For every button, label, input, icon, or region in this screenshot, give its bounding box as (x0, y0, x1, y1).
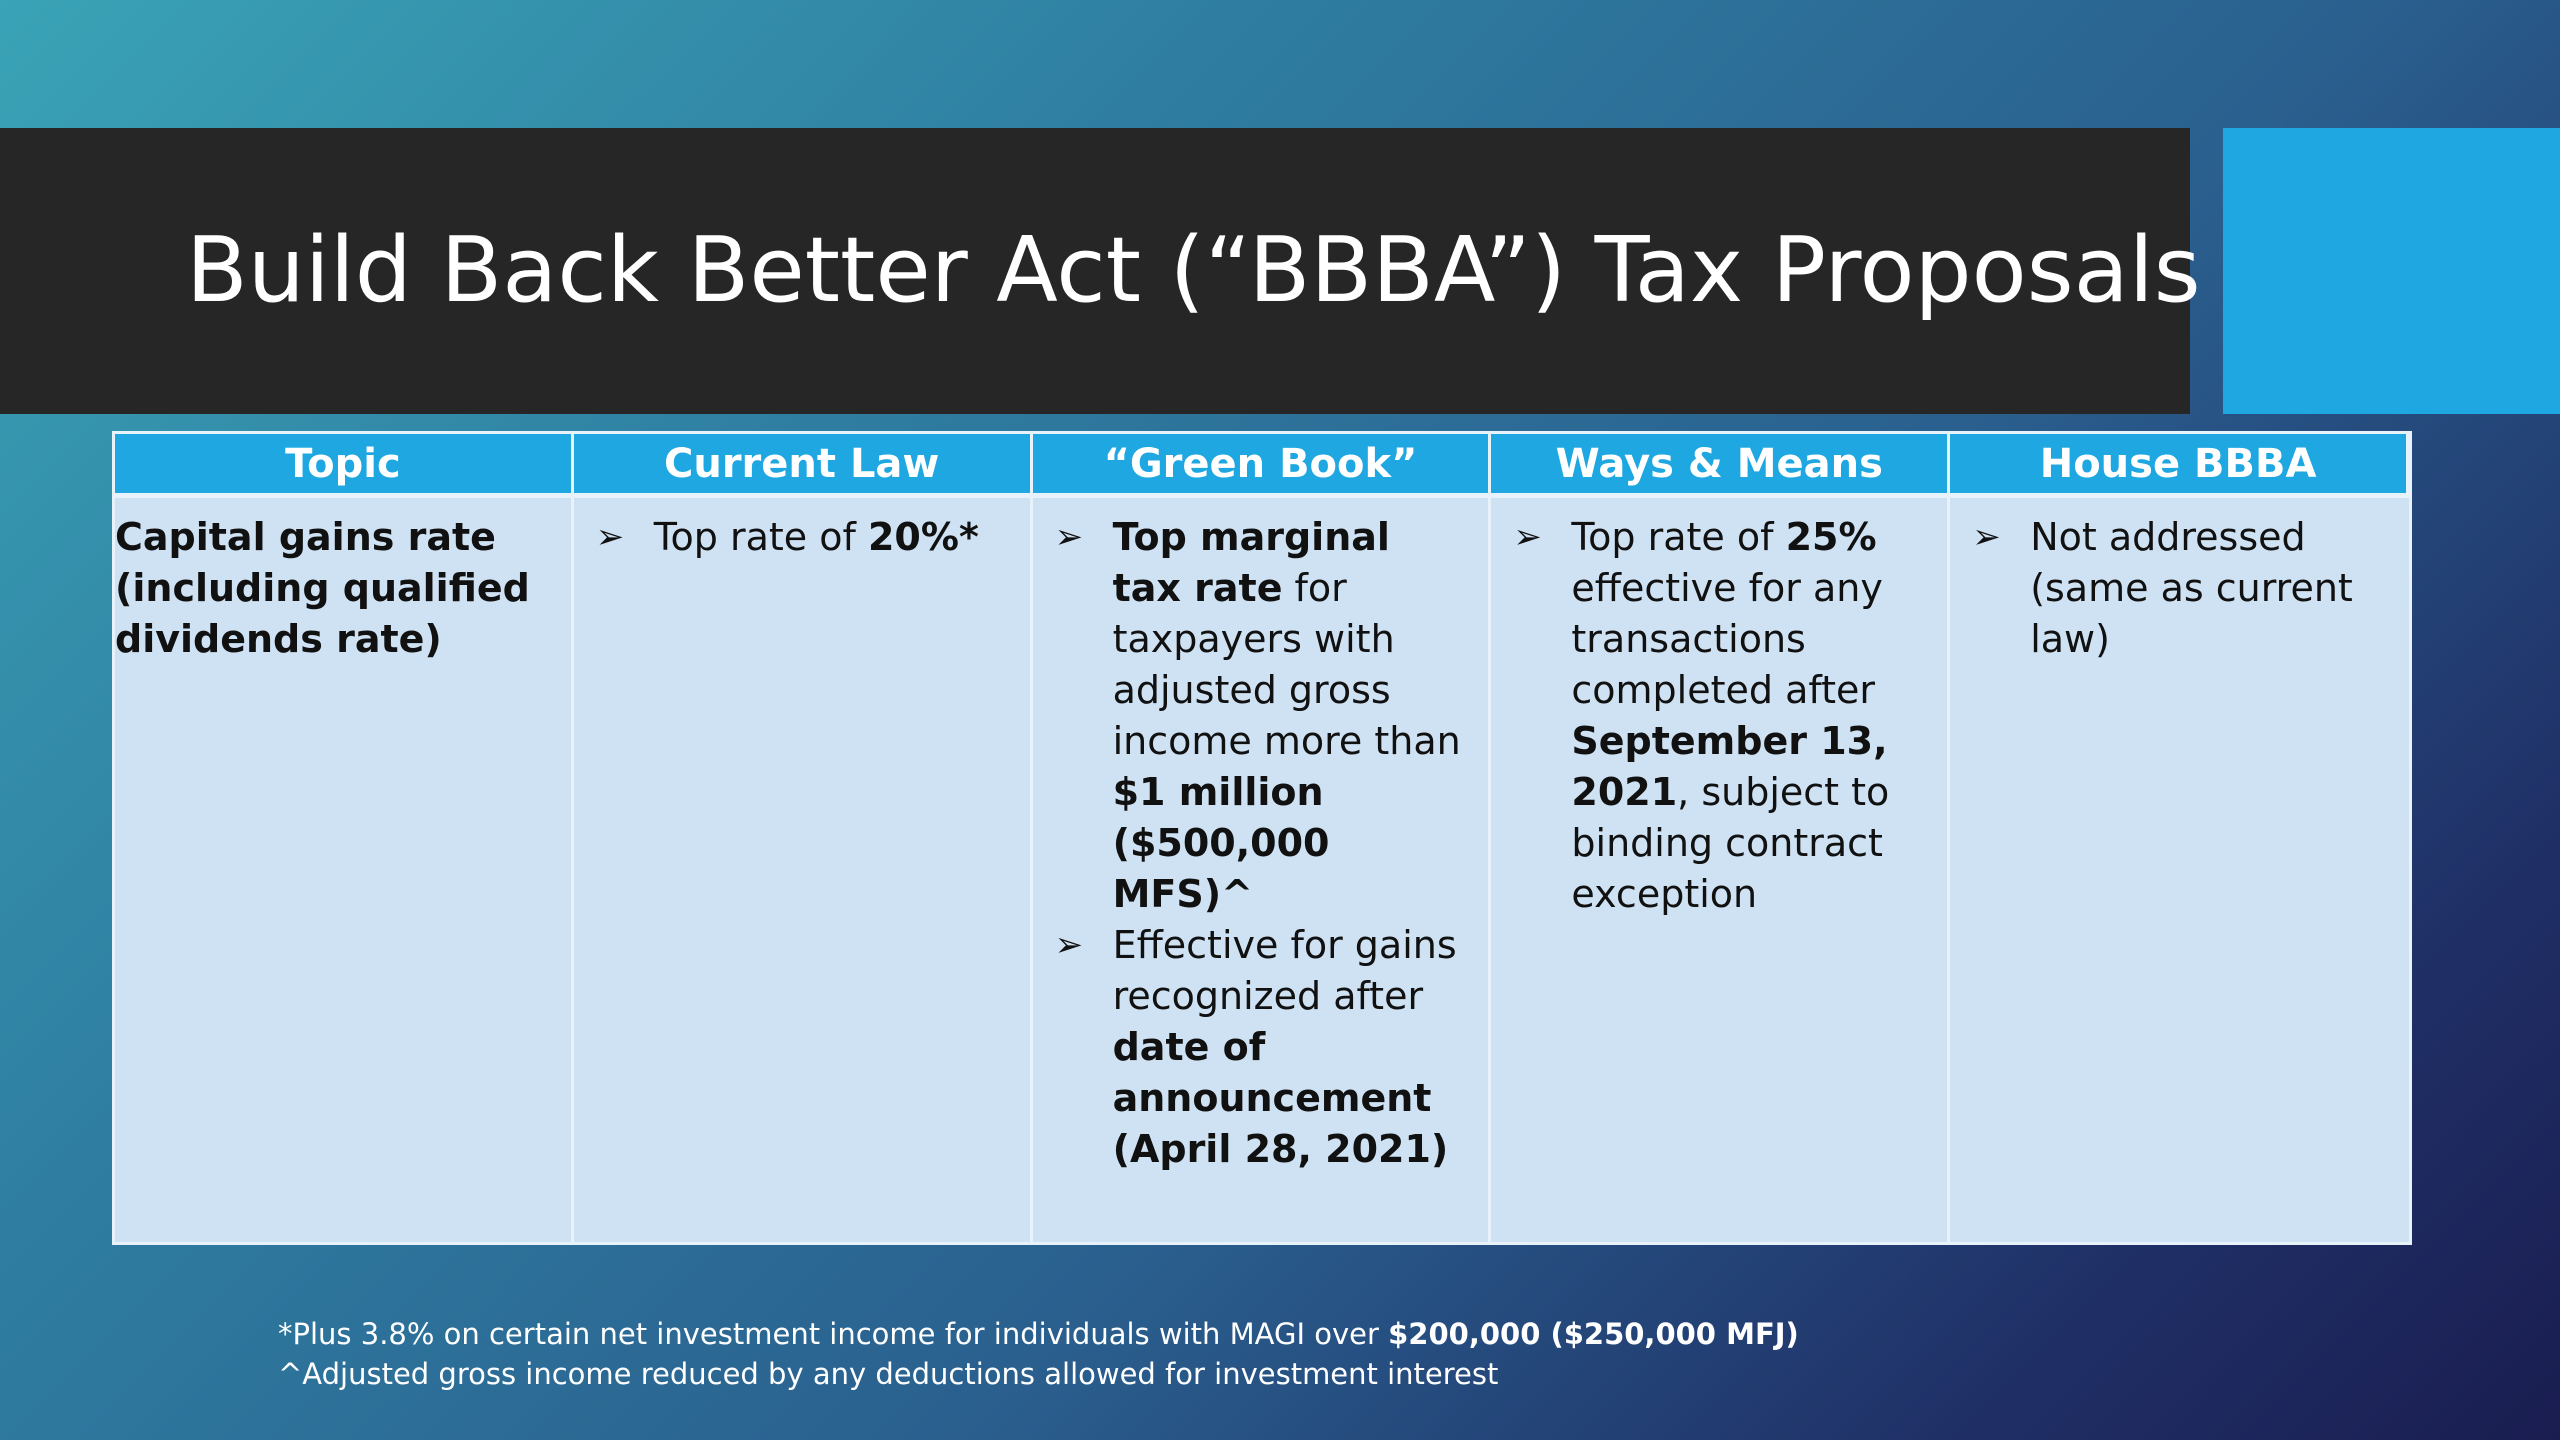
list-item (1509, 512, 1929, 920)
arrowhead-bullet-icon: ➢ (1972, 517, 2001, 557)
topic-line-1: Capital gains rate (115, 515, 496, 559)
ways-means-bold-2: September 13, 2021 (1571, 719, 1888, 814)
ways-means-bold-1: 25% (1785, 515, 1877, 559)
list-item (592, 512, 1012, 563)
cell-house-bbba (1950, 498, 2409, 1242)
cell-green-book (1033, 498, 1492, 1242)
arrowhead-bullet-icon: ➢ (1513, 517, 1542, 557)
ways-means-text-1: Top rate of (1571, 515, 1786, 559)
header-topic: Topic (115, 434, 574, 498)
house-bbba-text: Not addressed (same as current law) (2030, 515, 2353, 661)
topic-line-2: (including qualified (115, 566, 530, 610)
header-house-bbba: House BBBA (1950, 434, 2409, 498)
ways-means-text-2: effective for any transactions completed after (1571, 566, 1883, 712)
header-green-book: “Green Book” (1033, 434, 1492, 498)
footnote-2: ^Adjusted gross income reduced by any deductions allowed for investment interest (278, 1357, 1499, 1391)
list-item (1051, 512, 1471, 920)
proposal-table (112, 431, 2412, 1245)
footnotes (278, 1314, 1799, 1394)
topic-line-3: dividends rate) (115, 617, 442, 661)
cell-current-law (574, 498, 1033, 1242)
accent-block (2223, 128, 2560, 414)
current-law-rate: 20%* (867, 515, 979, 559)
cell-ways-means (1491, 498, 1950, 1242)
header-ways-means: Ways & Means (1491, 434, 1950, 498)
current-law-text: Top rate of (653, 515, 868, 559)
green-book-bold-1: Top marginal tax rate (1112, 515, 1390, 610)
footnote-1-text: *Plus 3.8% on certain net investment income for individuals with MAGI over (278, 1317, 1389, 1351)
green-book-bold-3: date of announcement (April 28, 2021) (1112, 1025, 1449, 1171)
arrowhead-bullet-icon: ➢ (1054, 925, 1084, 965)
green-book-text-2: Effective for gains recognized after (1112, 923, 1457, 1018)
list-item (1968, 512, 2391, 665)
list-item (1051, 920, 1471, 1175)
green-book-bold-2: $1 million ($500,000 MFS)^ (1112, 770, 1330, 916)
header-current-law: Current Law (574, 434, 1033, 498)
footnote-1 (278, 1314, 1799, 1354)
title-bar (0, 128, 2201, 414)
arrowhead-bullet-icon: ➢ (595, 517, 625, 557)
arrowhead-bullet-icon: ➢ (1054, 517, 1084, 557)
footnote-1-bold: $200,000 ($250,000 MFJ) (1388, 1317, 1799, 1351)
slide-title: Build Back Better Act (“BBBA”) Tax Proposals (186, 218, 2201, 323)
ways-means-text-3: , subject to binding contract exception (1571, 770, 1890, 916)
cell-topic (115, 498, 574, 1242)
green-book-text-1: for taxpayers with adjusted gross income more than (1112, 566, 1461, 763)
